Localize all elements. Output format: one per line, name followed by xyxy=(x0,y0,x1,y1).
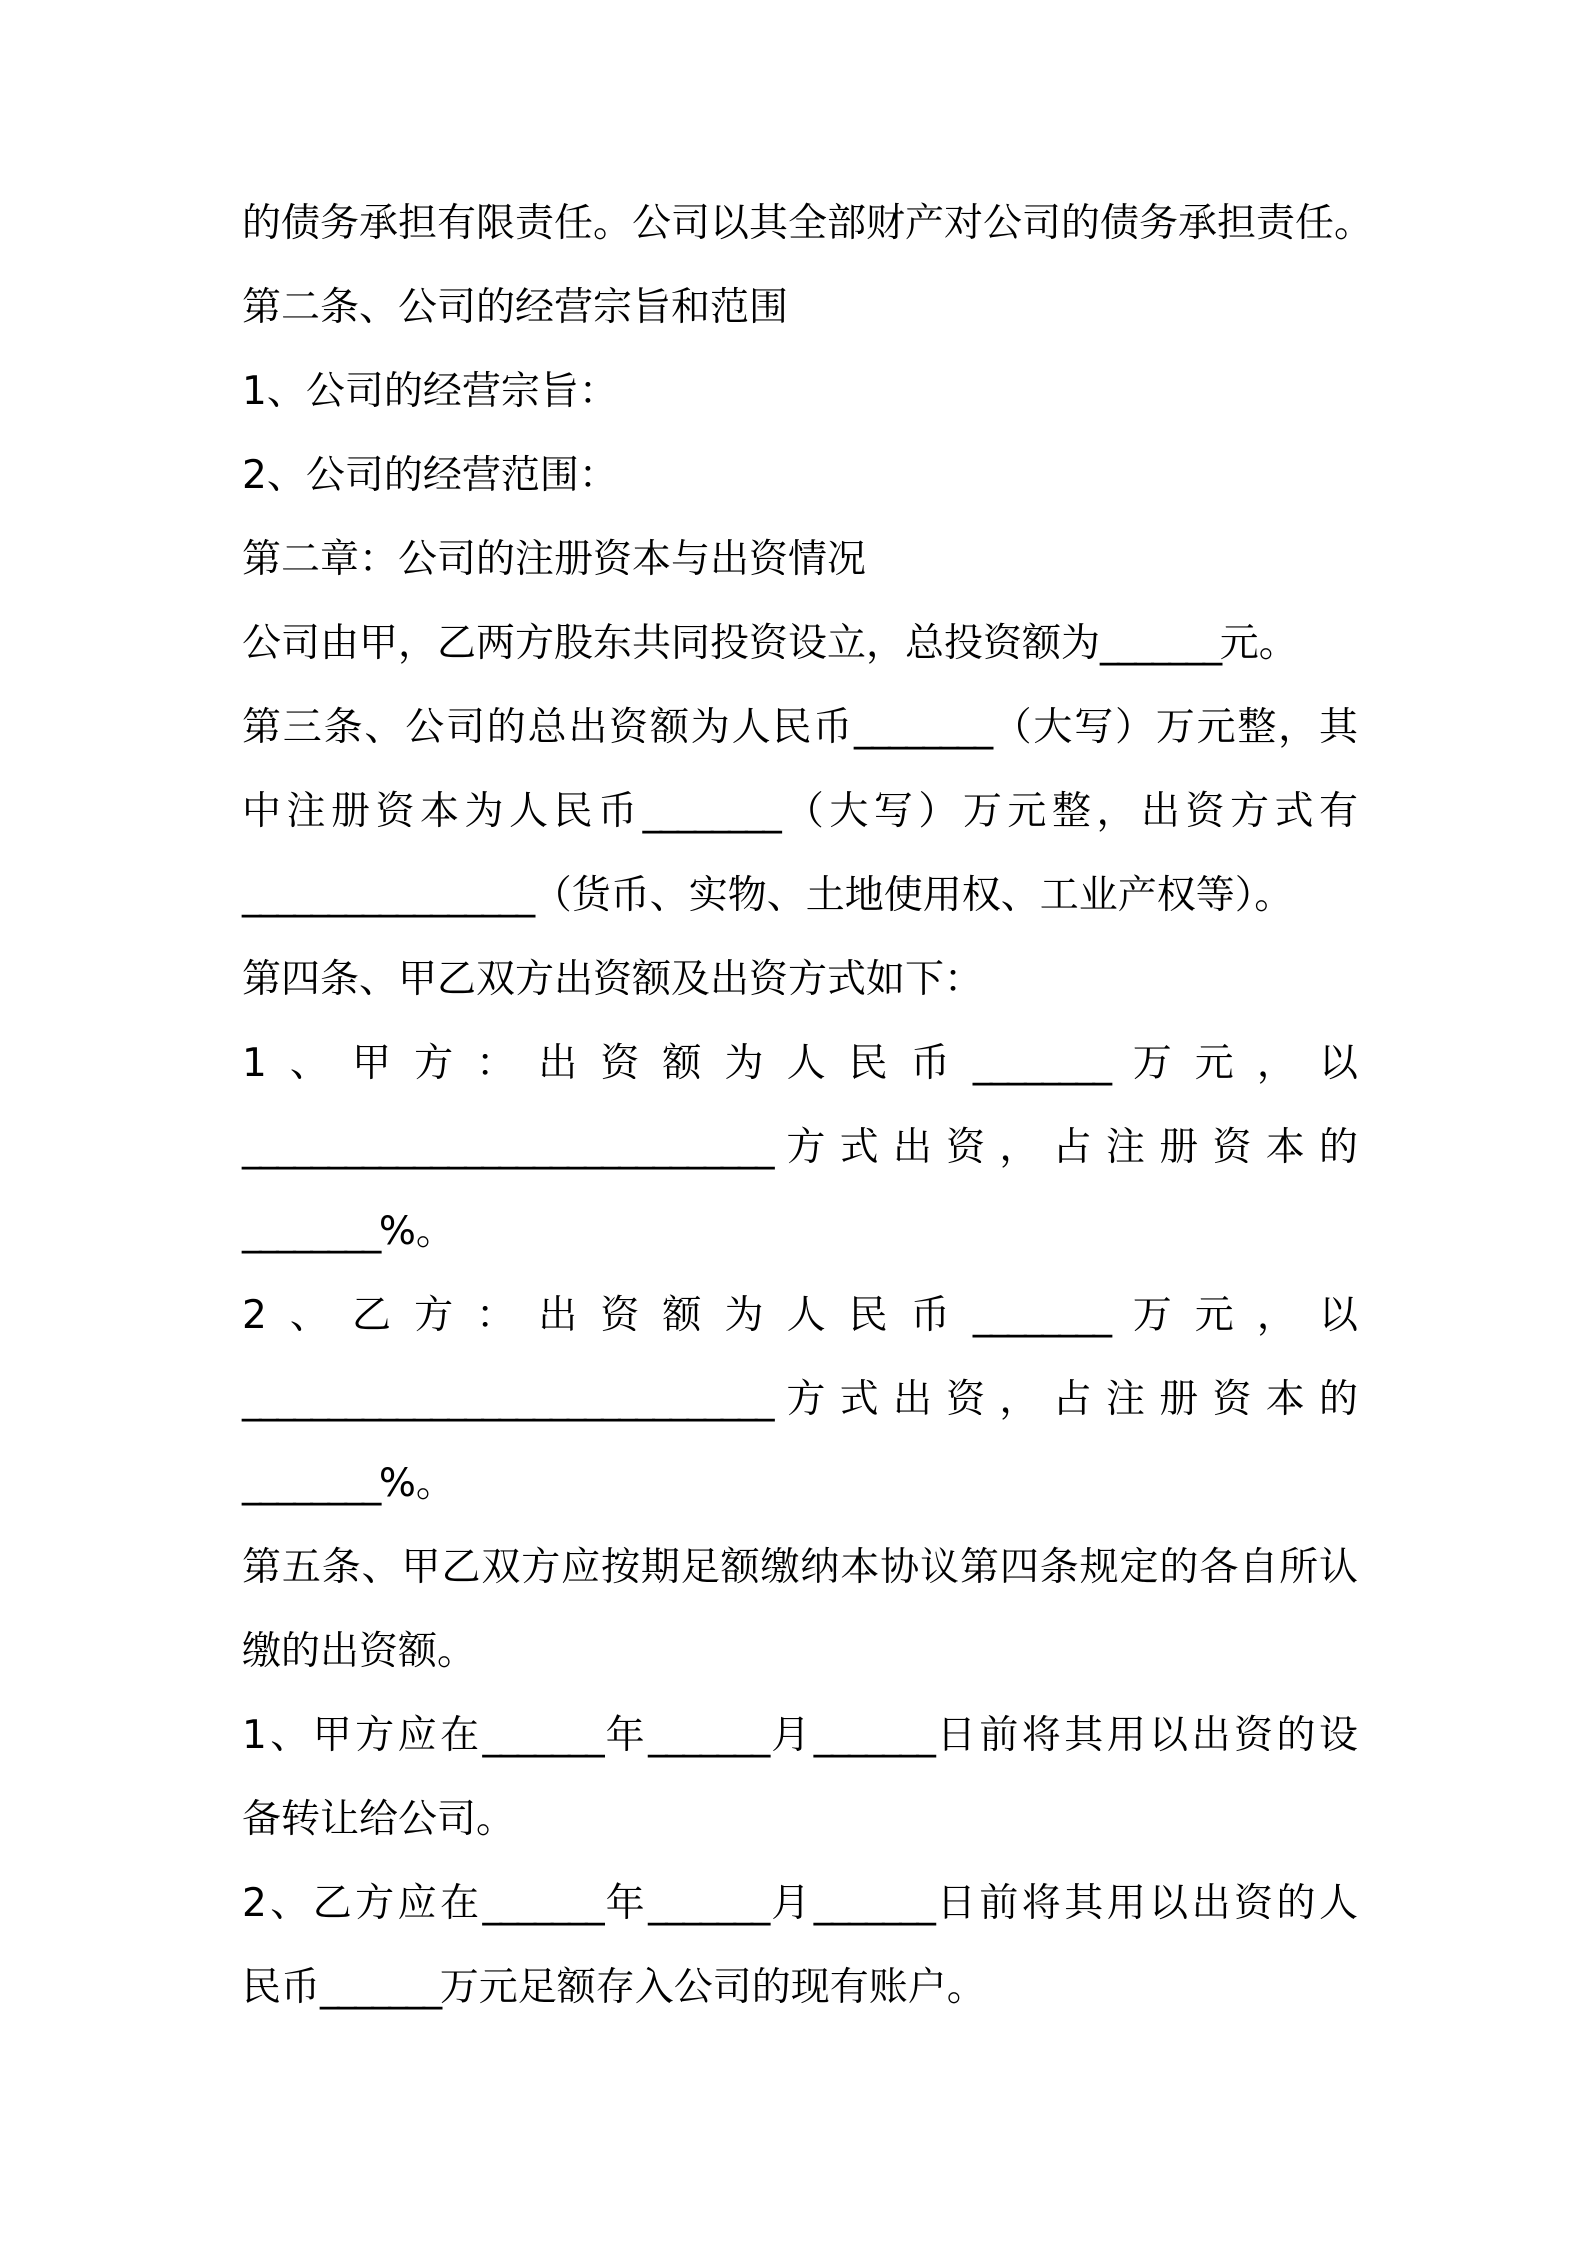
fill-in-blank: ________ xyxy=(242,1209,379,1254)
party-a-deadline-line: 1、甲方应在_______年_______月_______日前将其用以出资的设 xyxy=(242,1713,1358,1758)
article-4-heading: 第四条、甲乙双方出资额及出资方式如下： xyxy=(242,957,984,1002)
fill-in-blank: _______ xyxy=(482,1713,603,1758)
party-b-deadline-line: 民币_______万元足额存入公司的现有账户。 xyxy=(242,1965,986,2010)
chapter-2-heading: 第二章：公司的注册资本与出资情况 xyxy=(242,537,867,582)
fill-in-blank: ________ xyxy=(972,1041,1110,1086)
party-b-deadline-line: 2、乙方应在_______年_______月_______日前将其用以出资的人 xyxy=(242,1881,1358,1926)
fill-in-blank: _______ xyxy=(813,1881,934,1926)
article-3-line: 第三条、公司的总出资额为人民币________（大写）万元整，其 xyxy=(242,705,1358,750)
party-a-contribution-line: _______________________________方式出资，占注册资本的 xyxy=(242,1125,1358,1170)
article-2-heading: 第二条、公司的经营宗旨和范围 xyxy=(242,285,789,330)
article-5-line: 缴的出资额。 xyxy=(242,1629,477,1674)
fill-in-blank: _______ xyxy=(482,1881,603,1926)
article-5-line: 第五条、甲乙双方应按期足额缴纳本协议第四条规定的各自所认 xyxy=(242,1545,1358,1590)
fill-in-blank: _______ xyxy=(320,1965,440,2010)
party-a-contribution-line: ________%。 xyxy=(242,1209,455,1254)
fill-in-blank: ________ xyxy=(972,1293,1110,1338)
business-purpose-item: 1、公司的经营宗旨： xyxy=(242,369,618,414)
fill-in-blank: _______________________________ xyxy=(242,1125,773,1170)
party-a-contribution-line: 1、甲方：出资额为人民币________万元，以 xyxy=(242,1041,1358,1086)
liability-continuation-line: 的债务承担有限责任。公司以其全部财产对公司的债务承担责任。 xyxy=(242,201,1374,246)
document-body xyxy=(242,182,1374,2030)
fill-in-blank: _______ xyxy=(648,1713,768,1758)
party-a-deadline-line: 备转让给公司。 xyxy=(242,1797,516,1842)
article-3-line: _________________（货币、实物、土地使用权、工业产权等）。 xyxy=(242,873,1294,918)
fill-in-blank: ________ xyxy=(853,705,991,750)
fill-in-blank: _________________ xyxy=(242,873,533,918)
fill-in-blank: _______ xyxy=(648,1881,768,1926)
fill-in-blank: ________ xyxy=(642,789,780,834)
party-b-contribution-line: ________%。 xyxy=(242,1461,455,1506)
party-b-contribution-line: 2、乙方：出资额为人民币________万元，以 xyxy=(242,1293,1358,1338)
article-3-line: 中注册资本为人民币________（大写）万元整，出资方式有 xyxy=(242,789,1358,834)
business-scope-item: 2、公司的经营范围： xyxy=(242,453,618,498)
total-investment-line: 公司由甲，乙两方股东共同投资设立，总投资额为_______元。 xyxy=(242,621,1298,666)
fill-in-blank: _______ xyxy=(1100,621,1220,666)
party-b-contribution-line: _______________________________方式出资，占注册资本的 xyxy=(242,1377,1358,1422)
fill-in-blank: ________ xyxy=(242,1461,379,1506)
fill-in-blank: _______ xyxy=(813,1713,934,1758)
fill-in-blank: _______________________________ xyxy=(242,1377,773,1422)
